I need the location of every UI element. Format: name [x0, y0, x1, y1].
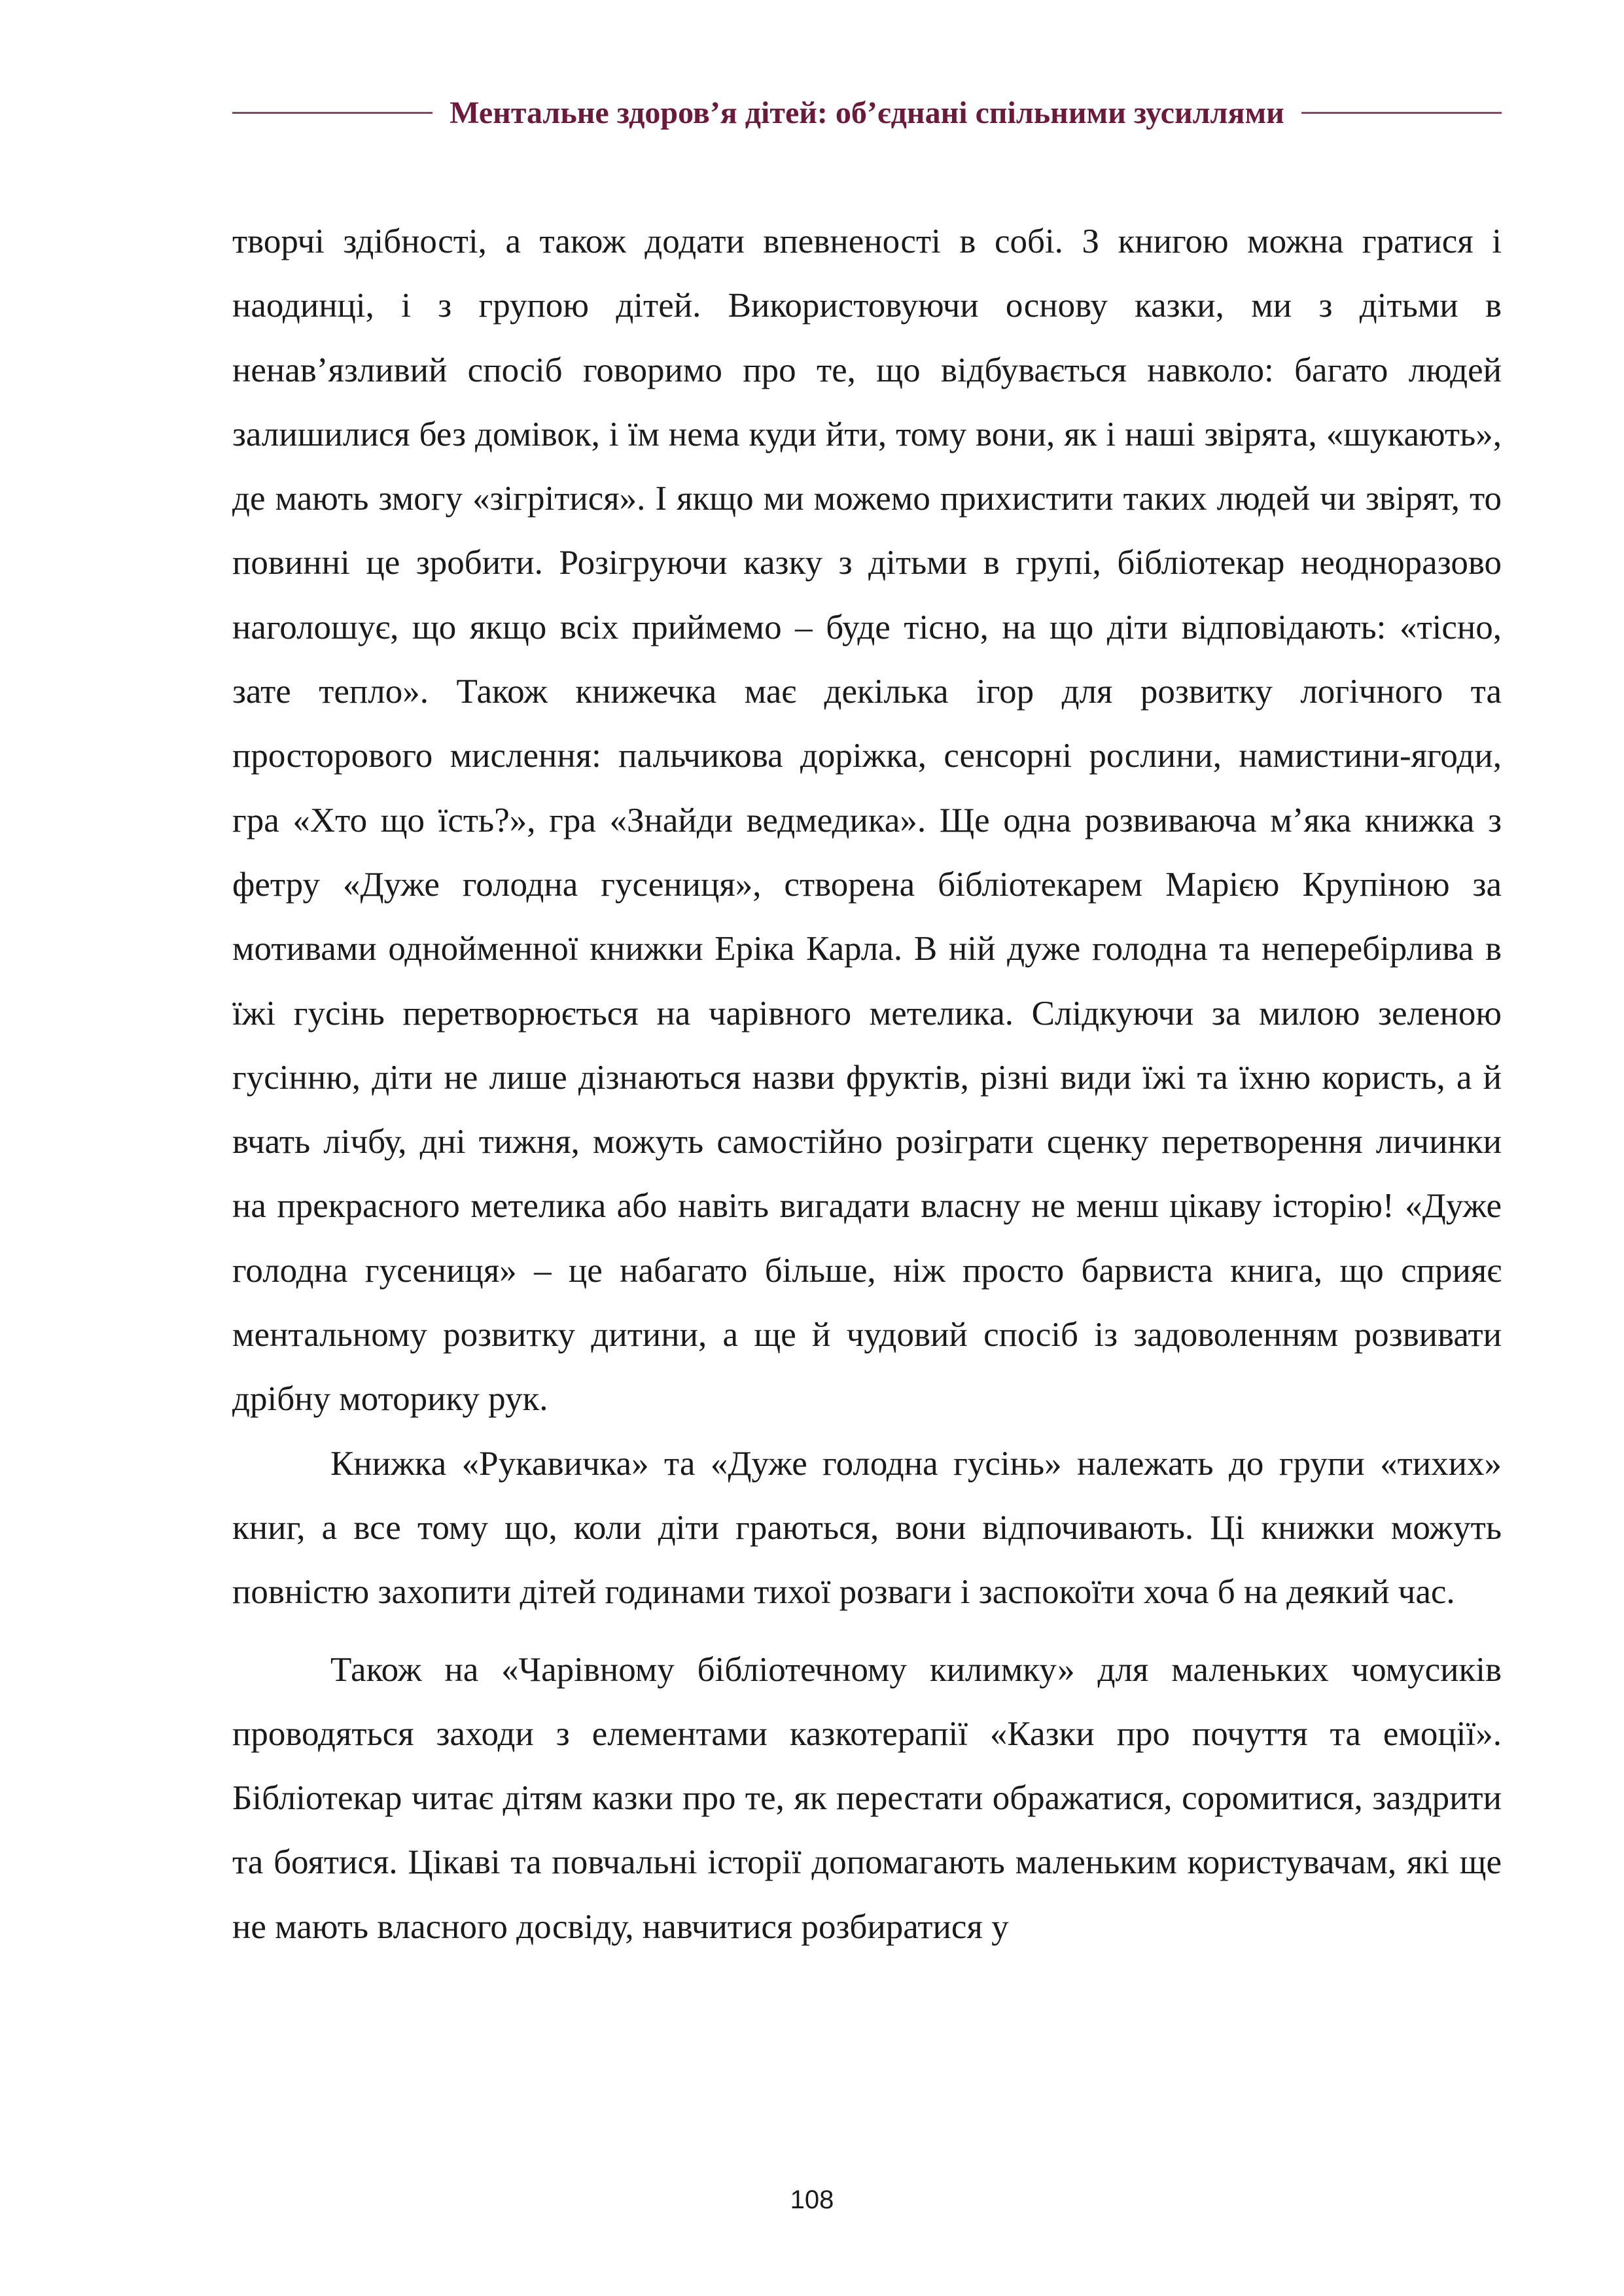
paragraph-2: Книжка «Рукавичка» та «Дуже голодна гусінь» належать до групи «тихих» книг, а все тому що, коли діти граються, вони відпочивають. Ці книжки можуть повністю захопити дітей годинами тихої розваги і заспокоїти хоча б на деякий час. — [232, 1444, 1502, 1612]
paragraph-1: творчі здібності, а також додати впевненості в собі. З книгою можна гратися і наодинці, і з групою дітей. Використовуючи основу казки, ми з дітьми в ненав’язливий спосіб говоримо про те, що відбувається навколо: багато людей залишилися без домівок, і їм нема куди йти, тому вони, як і наші звірята, «шукають», де мають змогу «зігрітися». І якщо ми можемо прихистити таких людей чи звірят, то повинні це зробити. Розігруючи казку з дітьми в групі, бібліотекар неодноразово наголошує, що якщо всіх приймемо – буде тісно, на що діти відповідають: «тісно, зате тепло». Також книжечка має декілька ігор для розвитку логічного та просторового мислення: пальчикова доріжка, сенсорні рослини, намистини-ягоди, гра «Хто що їсть?», гра «Знайди ведмедика». Ще одна розвиваюча м’яка книжка з фетру «Дуже голодна гусениця», створена бібліотекарем Марією Крупіною за мотивами однойменної книжки Еріка Карла. В ній дуже голодна та неперебірлива в їжі гусінь перетворюється на чарівного метелика. Слідкуючи за милою зеленою гусінню, діти не лише дізнаються назви фруктів, різні види їжі та їхню користь, а й вчать лічбу, дні тижня, можуть самостійно розіграти сценку перетворення личинки на прекрасного метелика або навіть вигадати власну не менш цікаву історію! «Дуже голодна гусениця» – це набагато більше, ніж просто барвиста книга, що сприяє ментальному розвитку дитини, а ще й чудовий спосіб із задоволенням розвивати дрібну моторику рук. — [232, 222, 1502, 1419]
main-text — [232, 209, 1502, 1959]
header-title: Ментальне здоров’я дітей: об’єднані спільними зусиллями — [450, 95, 1284, 130]
header-rule-right — [1301, 112, 1502, 114]
header-rule-left — [232, 112, 432, 114]
paragraph-3: Також на «Чарівному бібліотечному килимку» для маленьких чомусиків проводяться заходи з елементами казкотерапії «Казки про почуття та емоції». Бібліотекар читає дітям казки про те, як перестати ображатися, соромитися, заздрити та боятися. Цікаві та повчальні історії допомагають маленьким користувачам, які ще не мають власного досвіду, навчитися розбиратися у — [232, 1650, 1502, 1946]
page-number: 108 — [790, 2185, 834, 2214]
running-header — [232, 86, 1502, 139]
